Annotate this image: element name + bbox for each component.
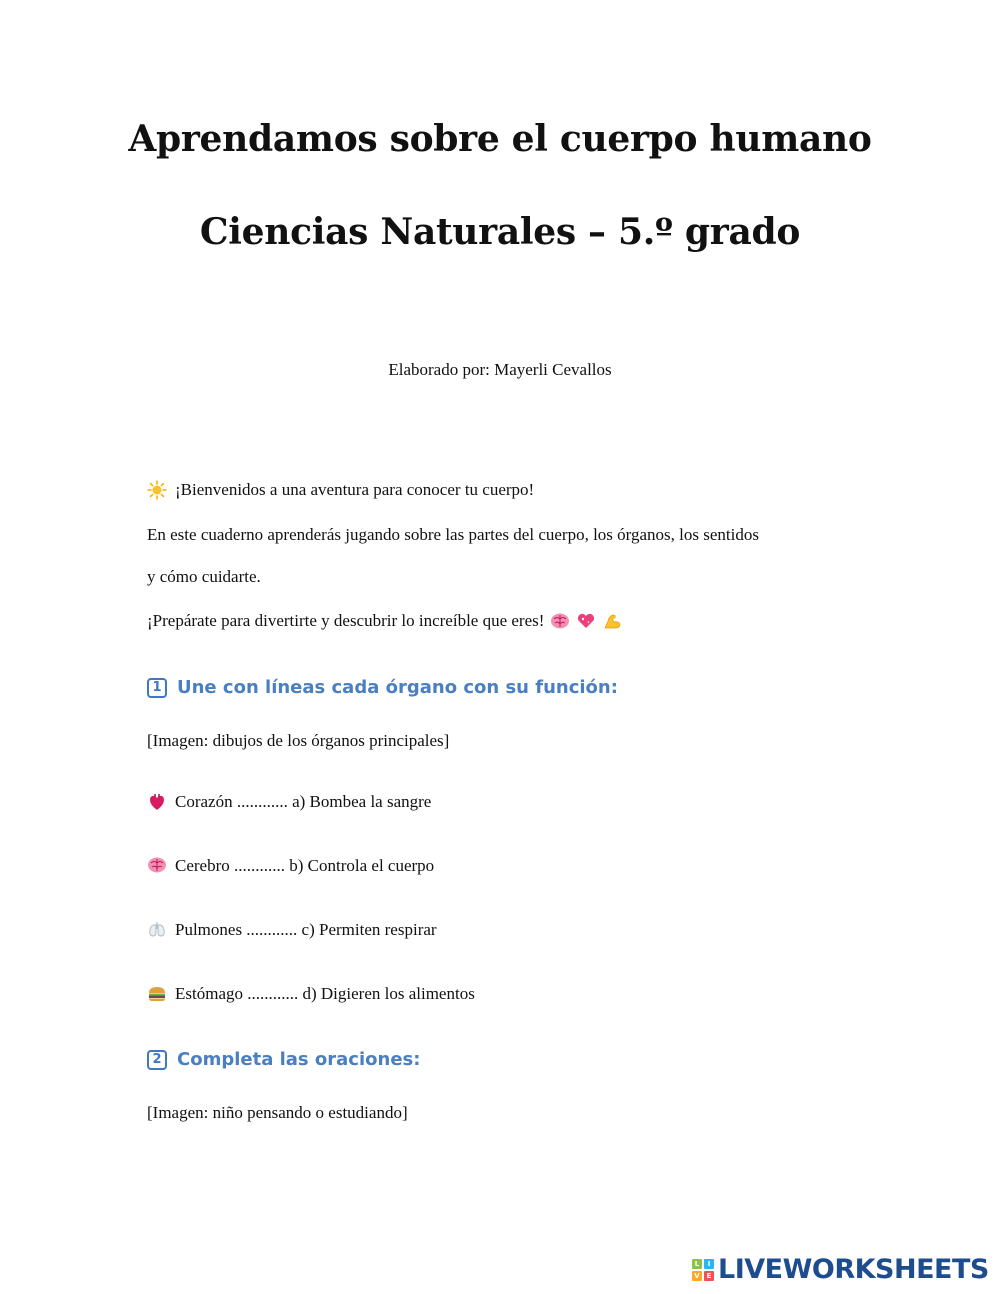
number-1-icon: 1 bbox=[147, 678, 167, 698]
match-item-brain bbox=[147, 856, 434, 876]
lungs-icon bbox=[147, 920, 169, 940]
section-2-heading bbox=[147, 1049, 420, 1070]
welcome-text: ¡Bienvenidos a una aventura para conocer tu cuerpo! bbox=[175, 480, 535, 499]
page-subtitle: Ciencias Naturales – 5.º grado bbox=[199, 211, 801, 253]
logo-mark-icon: L I V E bbox=[692, 1259, 714, 1281]
logo-text: LIVEWORKSHEETS bbox=[718, 1254, 989, 1285]
closing-line bbox=[147, 611, 622, 631]
match-item-text: Estómago ............ d) Digieren los alimentos bbox=[175, 984, 475, 1003]
match-item-text: Cerebro ............ b) Controla el cuerpo bbox=[175, 856, 435, 875]
heart-organ-icon bbox=[147, 792, 169, 812]
match-item-stomach bbox=[147, 984, 475, 1004]
section-1-title: Une con líneas cada órgano con su función: bbox=[177, 677, 618, 698]
closing-text: ¡Prepárate para divertirte y descubrir lo increíble que eres! bbox=[147, 611, 545, 630]
page-title: Aprendamos sobre el cuerpo humano bbox=[128, 118, 872, 160]
burger-icon bbox=[147, 984, 169, 1004]
intro-paragraph-line-2: y cómo cuidarte. bbox=[147, 567, 261, 586]
section-2-title: Completa las oraciones: bbox=[177, 1049, 421, 1070]
section-1-heading bbox=[147, 677, 618, 698]
image-placeholder-organs: [Imagen: dibujos de los órganos principales] bbox=[147, 731, 450, 750]
number-2-icon: 2 bbox=[147, 1050, 167, 1070]
brain-icon bbox=[147, 856, 169, 876]
intro-paragraph-line-1: En este cuaderno aprenderás jugando sobre las partes del cuerpo, los órganos, los sentidos bbox=[147, 525, 759, 544]
image-placeholder-child: [Imagen: niño pensando o estudiando] bbox=[147, 1103, 408, 1122]
brain-icon bbox=[550, 612, 570, 630]
liveworksheets-logo bbox=[692, 1254, 989, 1285]
match-item-heart bbox=[147, 792, 431, 812]
match-item-text: Corazón ............ a) Bombea la sangre bbox=[175, 792, 432, 811]
sparkling-heart-icon bbox=[576, 612, 596, 630]
match-item-text: Pulmones ............ c) Permiten respirar bbox=[175, 920, 437, 939]
match-item-lungs bbox=[147, 920, 437, 940]
flexed-biceps-icon bbox=[602, 612, 622, 630]
author-line: Elaborado por: Mayerli Cevallos bbox=[388, 360, 612, 379]
welcome-line bbox=[147, 480, 534, 500]
sun-icon bbox=[147, 480, 169, 500]
